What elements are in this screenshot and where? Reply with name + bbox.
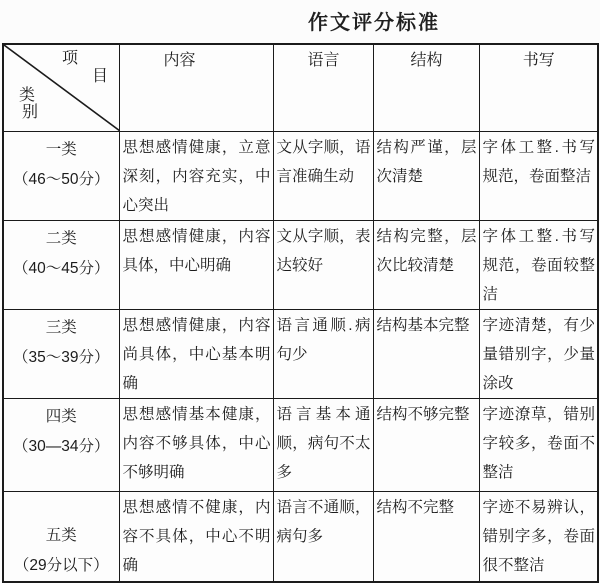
cell-content: 思想感情基本健康，内容不够具体，中心不够明确 [119, 398, 273, 491]
header-row [3, 44, 598, 131]
cell-handwriting: 字迹潦草，错别字较多，卷面不整洁 [479, 398, 598, 491]
corner-char-category-2: 别 [22, 104, 39, 121]
score-label: （30—34分） [13, 437, 110, 455]
corner-cell [3, 44, 119, 131]
cell-language: 语言基本通顺，病句不太多 [273, 398, 373, 491]
table-row-class1 [3, 131, 598, 220]
category-cell [3, 220, 119, 309]
cell-content: 思想感情健康，内容具体，中心明确 [119, 220, 273, 309]
category-cell [3, 398, 119, 491]
page-title: 作文评分标准 [308, 12, 440, 34]
score-label: （35～39分） [13, 348, 110, 366]
cell-content: 思想感情健康，内容尚具体，中心基本明确 [119, 309, 273, 398]
cell-handwriting: 字迹不易辨认，错别字多，卷面很不整洁 [479, 491, 598, 582]
category-cell [3, 131, 119, 220]
cell-content: 思想感情不健康，内容不具体，中心不明确 [119, 491, 273, 582]
cell-handwriting: 字迹清楚，有少量错别字，少量涂改 [479, 309, 598, 398]
category-cell [3, 309, 119, 398]
cell-content: 思想感情健康，立意深刻，内容充实，中心突出 [119, 131, 273, 220]
cell-structure: 结构严谨，层次清楚 [373, 131, 479, 220]
rubric-table [2, 43, 599, 583]
table-row-class5 [3, 491, 598, 582]
cell-handwriting: 字体工整.书写规范，卷面整洁 [479, 131, 598, 220]
table-row-class4 [3, 398, 598, 491]
corner-char-item-2: 目 [92, 68, 109, 85]
category-label: 三类 [45, 318, 77, 336]
score-label: （29分以下） [13, 556, 109, 574]
cell-language: 语言通顺.病句少 [273, 309, 373, 398]
cell-structure: 结构不够完整 [373, 398, 479, 491]
header-handwriting: 书写 [479, 44, 598, 131]
cell-structure: 结构完整，层次比较清楚 [373, 220, 479, 309]
corner-char-category-1: 类 [19, 87, 36, 104]
cell-language: 语言不通顺，病句多 [273, 491, 373, 582]
cell-handwriting: 字体工整.书写规范，卷面较整洁 [479, 220, 598, 309]
table-row-class3 [3, 309, 598, 398]
score-label: （40～45分） [13, 259, 110, 277]
cell-structure: 结构基本完整 [373, 309, 479, 398]
header-content: 内容 [119, 44, 273, 131]
corner-char-item-1: 项 [62, 50, 79, 67]
category-label: 一类 [45, 140, 77, 158]
header-language: 语言 [273, 44, 373, 131]
category-label: 二类 [45, 229, 77, 247]
cell-language: 文从字顺，表达较好 [273, 220, 373, 309]
header-structure: 结构 [373, 44, 479, 131]
cell-structure: 结构不完整 [373, 491, 479, 582]
category-cell [3, 491, 119, 582]
category-label: 四类 [45, 407, 77, 425]
category-label: 五类 [45, 526, 77, 544]
cell-language: 文从字顺，语言准确生动 [273, 131, 373, 220]
table-row-class2 [3, 220, 598, 309]
score-label: （46～50分） [13, 170, 110, 188]
